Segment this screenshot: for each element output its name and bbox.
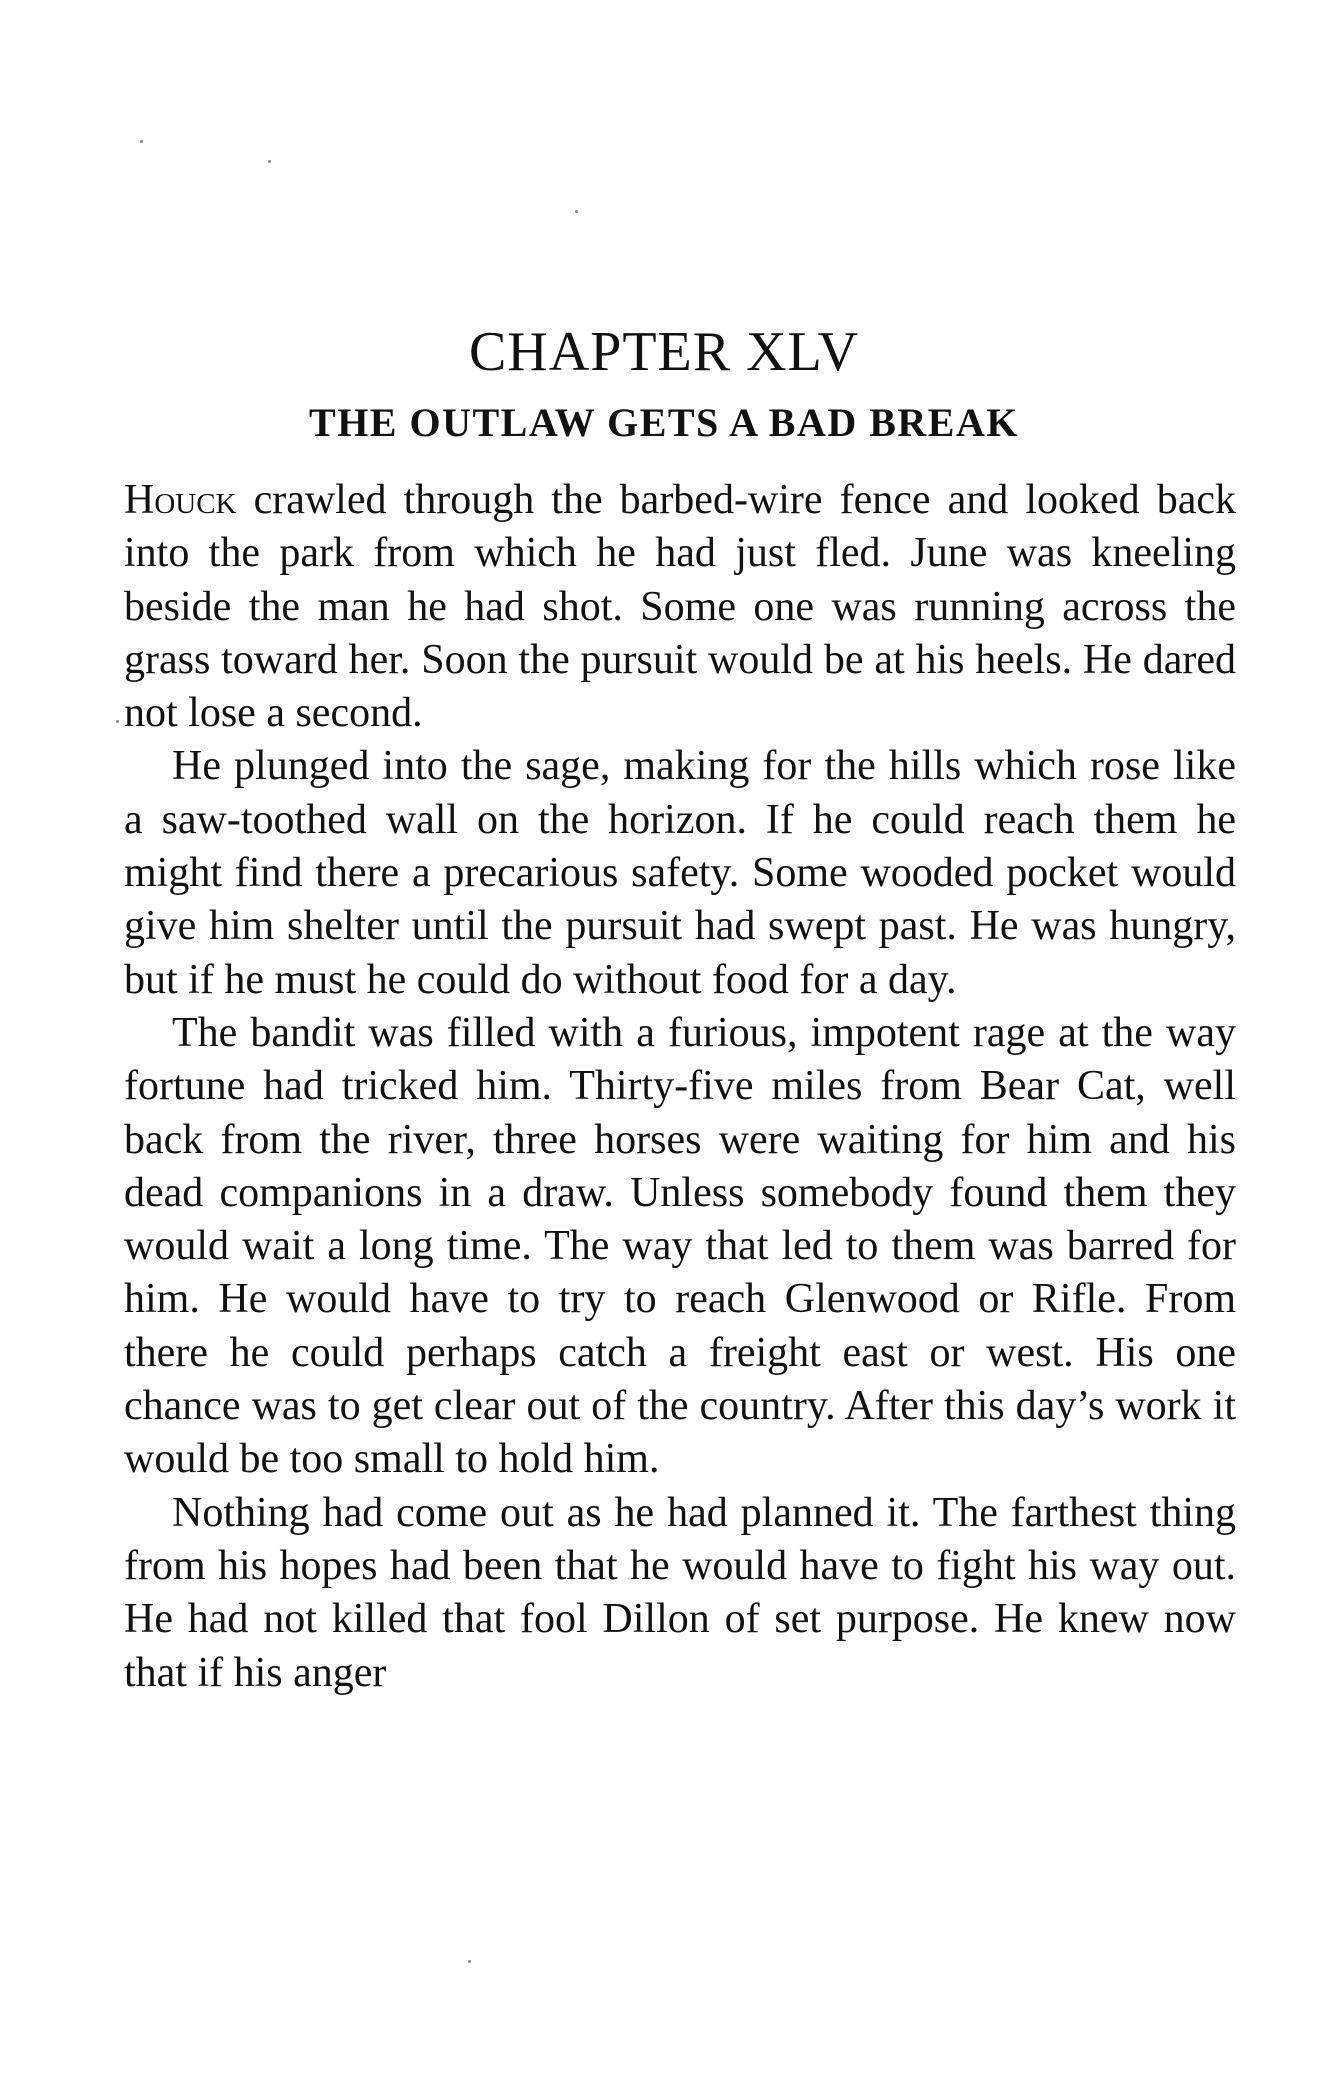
paper-speck [468,1960,471,1963]
paper-speck [116,720,119,723]
paragraph-lead-word: Houck [124,477,237,523]
paragraph-text: Nothing had come out as he had planned it. The farthest thing from his hopes had been that he would have to fight his way out. He had not killed that fool Dillon of set purpose. He knew now that if his anger [124,1489,1236,1696]
paragraph-4 [124,1487,1236,1700]
paragraph-3 [124,1007,1236,1487]
paper-speck [140,140,143,143]
paragraph-text: The bandit was filled with a furious, impotent rage at the way fortune had tricked him. Thirty-five miles from Bear Cat, well back from the river, three horses were waiting for him and his dead companions in a draw. Unless somebody found them they would wait a long time. The way that led to them was barred for him. He would have to try to reach Glenwood or Rifle. From there he could perhaps catch a freight east or west. His one chance was to get clear out of the country. After this day’s work it would be too small to hold him. [124,1009,1236,1483]
chapter-title: THE OUTLAW GETS A BAD BREAK [309,400,1019,445]
paragraph-2 [124,740,1236,1006]
paragraph-1 [124,474,1236,740]
chapter-number: CHAPTER XLV [468,321,860,383]
paragraph-text: crawled through the barbed-wire fence and looked back into the park from which he had just fled. June was kneeling beside the man he had shot. Some one was running across the grass toward her. Soon the pursuit would be at his heels. He dared not lose a second. [124,477,1236,737]
paper-speck [268,160,271,163]
paper-speck [575,210,578,213]
paragraph-text: He plunged into the sage, making for the hills which rose like a saw-toothed wall on the horizon. If he could reach them he might find there a precarious safety. Some wooded pocket would give him shelter until the pursuit had swept past. He was hungry, but if he must he could do without food for a day. [124,743,1236,1003]
body-text [124,474,1236,1700]
